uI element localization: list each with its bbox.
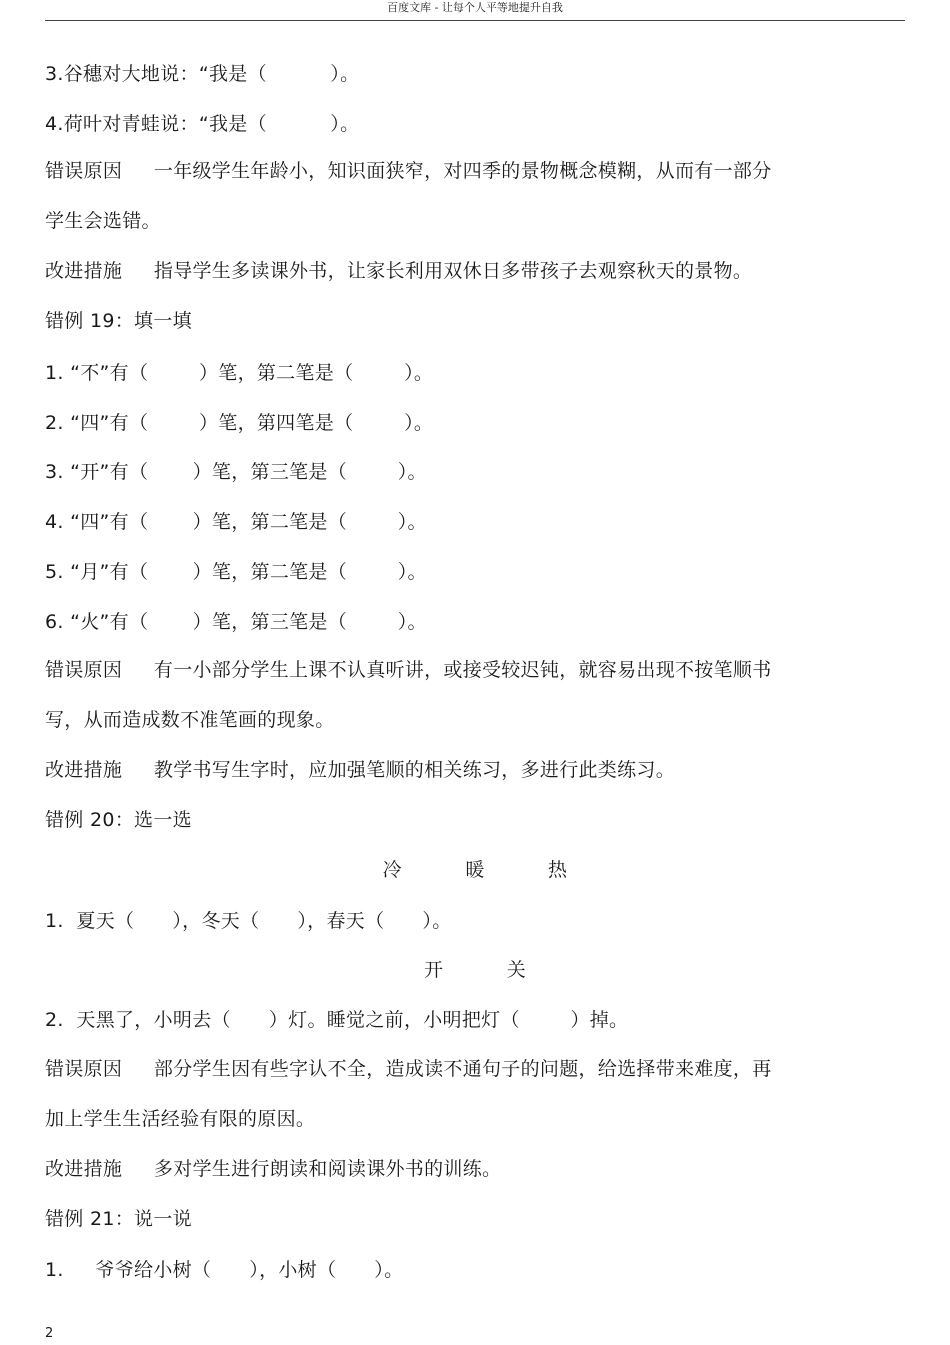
page-header: 百度文库 - 让每个人平等地提升自我 — [45, 0, 905, 21]
exercise-item: 5. “月”有（ ）笔，第二笔是（ ）。 — [45, 561, 427, 583]
word-choices: 开 关 — [424, 959, 526, 981]
text-line: 加上学生生活经验有限的原因。 — [45, 1108, 316, 1130]
page-number: 2 — [45, 1326, 54, 1341]
exercise-item: 3. “开”有（ ）笔，第三笔是（ ）。 — [45, 461, 427, 483]
text-line: 改进措施 多对学生进行朗读和阅读课外书的训练。 — [45, 1158, 502, 1180]
text-line: 改进措施 教学书写生字时，应加强笔顺的相关练习，多进行此类练习。 — [45, 759, 675, 781]
text-line: 错误原因 有一小部分学生上课不认真听讲，或接受较迟钝，就容易出现不按笔顺书 — [45, 659, 772, 681]
exercise-item: 1. 爷爷给小树（ ），小树（ ）。 — [45, 1259, 404, 1281]
exercise-item: 4. “四”有（ ）笔，第二笔是（ ）。 — [45, 511, 427, 533]
text-line: 4.荷叶对青蛙说：“我是（ ）。 — [45, 113, 360, 135]
text-line: 错误原因 部分学生因有些字认不全，造成读不通句子的问题，给选择带来难度，再 — [45, 1058, 772, 1080]
exercise-item: 2. “四”有（ ）笔，第四笔是（ ）。 — [45, 412, 434, 434]
section-heading: 错例 19：填一填 — [45, 310, 192, 332]
exercise-item: 1. 夏天（ ），冬天（ ），春天（ ）。 — [45, 910, 452, 932]
exercise-item: 1. “不”有（ ）笔，第二笔是（ ）。 — [45, 362, 434, 384]
text-line: 错误原因 一年级学生年龄小，知识面狭窄，对四季的景物概念模糊，从而有一部分 — [45, 160, 772, 182]
section-heading: 错例 20：选一选 — [45, 809, 192, 831]
text-line: 学生会选错。 — [45, 210, 161, 232]
text-line: 改进措施 指导学生多读课外书，让家长利用双休日多带孩子去观察秋天的景物。 — [45, 260, 753, 282]
section-heading: 错例 21：说一说 — [45, 1208, 192, 1230]
text-line: 写，从而造成数不准笔画的现象。 — [45, 709, 335, 731]
text-line: 3.谷穗对大地说：“我是（ ）。 — [45, 63, 360, 85]
exercise-item: 6. “火”有（ ）笔，第三笔是（ ）。 — [45, 611, 427, 633]
exercise-item: 2. 天黑了，小明去（ ）灯。睡觉之前，小明把灯（ ）掉。 — [45, 1009, 629, 1031]
word-choices: 冷 暖 热 — [382, 859, 568, 881]
